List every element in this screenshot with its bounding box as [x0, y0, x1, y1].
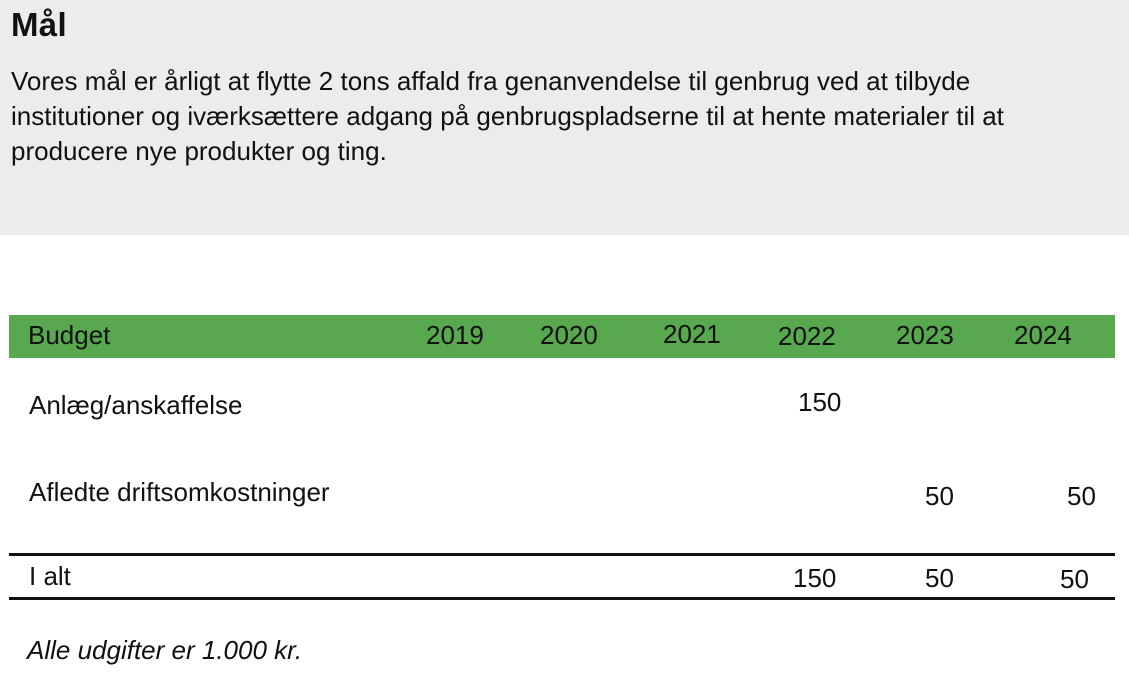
total-top-rule: [9, 553, 1115, 556]
year-header-2021: 2021: [663, 319, 721, 349]
row-value-afledte-2023: 50: [925, 481, 954, 511]
total-value-2024: 50: [1060, 564, 1089, 594]
row-label-anlaeg: Anlæg/anskaffelse: [29, 390, 243, 420]
year-header-2024: 2024: [1014, 320, 1072, 350]
currency-note: Alle udgifter er 1.000 kr.: [27, 635, 303, 665]
row-value-anlaeg-2022: 150: [798, 387, 842, 417]
budget-table: [9, 315, 1115, 615]
year-header-2023: 2023: [896, 320, 954, 350]
goal-title: Mål: [11, 6, 67, 43]
total-label: I alt: [29, 561, 71, 591]
row-label-afledte: Afledte driftsomkostninger: [29, 477, 330, 507]
budget-header-row: [9, 315, 1115, 358]
year-header-2019: 2019: [426, 320, 484, 350]
goal-description: Vores mål er årligt at flytte 2 tons affald fra genanvendelse til genbrug ved at tilbyde institutioner og iværksættere adgang på genbrugspladserne til at hente materialer til at producere nye produkter og ting.: [11, 66, 1004, 166]
goal-section: [0, 0, 1129, 235]
budget-header-label: Budget: [28, 320, 111, 350]
total-bottom-rule: [9, 597, 1115, 600]
year-header-2020: 2020: [540, 320, 598, 350]
total-value-2023: 50: [925, 563, 954, 593]
row-value-afledte-2024: 50: [1067, 481, 1096, 511]
year-header-2022: 2022: [778, 321, 836, 351]
total-value-2022: 150: [793, 563, 837, 593]
